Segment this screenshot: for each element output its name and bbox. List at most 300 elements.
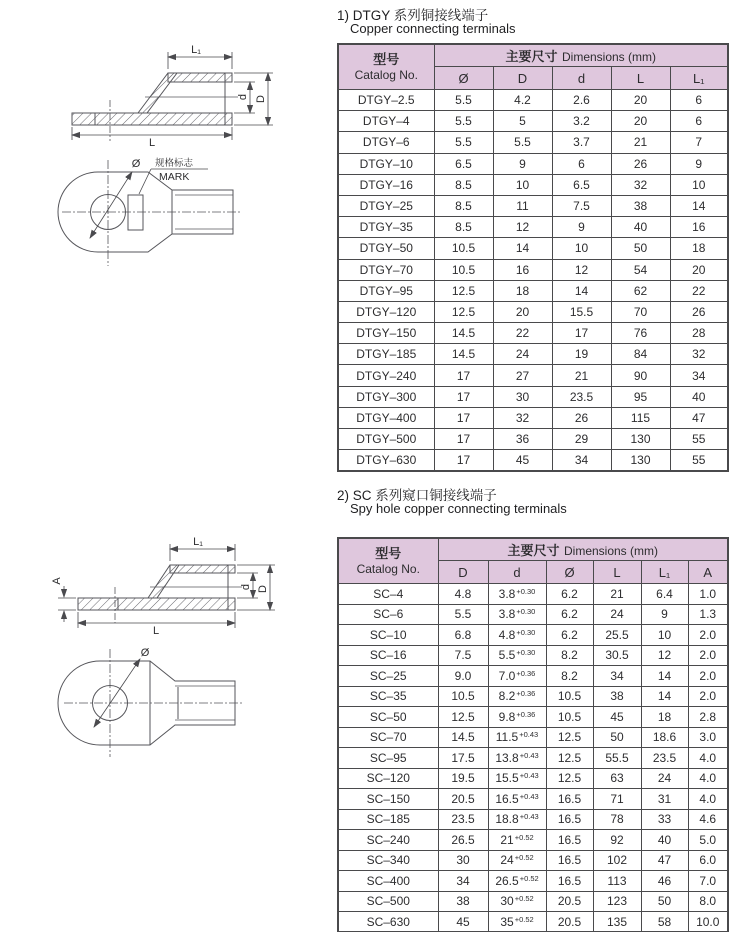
dim-value-cell: 24 bbox=[593, 604, 641, 625]
dim-value-cell: 6.0 bbox=[688, 850, 728, 871]
dim-value-cell: 6.2 bbox=[546, 584, 593, 605]
dim-value-cell: 45 bbox=[593, 707, 641, 728]
dim-value-cell: 14 bbox=[552, 280, 611, 301]
dim-value-cell: 6.5 bbox=[434, 153, 493, 174]
dim-value-cell: 2.0 bbox=[688, 645, 728, 666]
dim-value-cell: 12.5 bbox=[434, 280, 493, 301]
dim-value-cell: 62 bbox=[611, 280, 670, 301]
catalog-no-cell: DTGY–4 bbox=[338, 111, 434, 132]
dim-value-cell: 16 bbox=[493, 259, 552, 280]
dim-value-cell: 16.5 bbox=[546, 850, 593, 871]
mark-label-cn: 规格标志 bbox=[155, 158, 194, 169]
dim-value-cell: 30 bbox=[493, 386, 552, 407]
dim-value-cell: 19.5 bbox=[438, 768, 488, 789]
spec-row bbox=[338, 344, 728, 365]
dim-value-cell: 17.5 bbox=[438, 748, 488, 769]
dim-value-cell: 23.5 bbox=[641, 748, 688, 769]
catalog-no-cell: SC–240 bbox=[338, 830, 438, 851]
dim-value-cell: 113 bbox=[593, 871, 641, 892]
dim-value-cell: 17 bbox=[434, 429, 493, 450]
dim-value-cell: 6 bbox=[670, 90, 728, 111]
spec-row bbox=[338, 174, 728, 195]
dim-value-cell: 20 bbox=[611, 90, 670, 111]
dim-value-cell: 10 bbox=[641, 625, 688, 646]
dim-value-cell: $35^{+0.52}$ bbox=[488, 912, 546, 932]
catalog-no-cell: SC–6 bbox=[338, 604, 438, 625]
dim-value-cell: 115 bbox=[611, 407, 670, 428]
dim-column-header: L bbox=[593, 561, 641, 584]
dim-value-cell: 32 bbox=[493, 407, 552, 428]
dim-value-cell: 20 bbox=[611, 111, 670, 132]
dim-value-cell: 7.0 bbox=[688, 871, 728, 892]
diameter-leader bbox=[94, 659, 140, 727]
dim-value-cell: 130 bbox=[611, 450, 670, 471]
dim-value-cell: 50 bbox=[611, 238, 670, 259]
catalog-no-cell: DTGY–70 bbox=[338, 259, 434, 280]
dim-value-cell: 5.0 bbox=[688, 830, 728, 851]
spec-row bbox=[338, 407, 728, 428]
dim-value-cell: 5.5 bbox=[434, 111, 493, 132]
dim-value-cell: 14 bbox=[641, 686, 688, 707]
dim-column-header: L₁ bbox=[670, 67, 728, 90]
dim-value-cell: 10 bbox=[493, 174, 552, 195]
catalog-no-cell: DTGY–2.5 bbox=[338, 90, 434, 111]
dim-value-cell: 28 bbox=[670, 323, 728, 344]
dtgy-side-view bbox=[72, 73, 238, 125]
spec-row bbox=[338, 323, 728, 344]
dim-value-cell: 4.0 bbox=[688, 768, 728, 789]
catalog-no-cell: SC–50 bbox=[338, 707, 438, 728]
dim-column-header: L₁ bbox=[641, 561, 688, 584]
dim-value-cell: 50 bbox=[593, 727, 641, 748]
dim-value-cell: 22 bbox=[670, 280, 728, 301]
dim-value-cell: 84 bbox=[611, 344, 670, 365]
dim-value-cell: 16.5 bbox=[546, 809, 593, 830]
spec-row bbox=[338, 280, 728, 301]
spec-row bbox=[338, 912, 728, 932]
dim-value-cell: $11.5^{+0.43}$ bbox=[488, 727, 546, 748]
spec-row bbox=[338, 259, 728, 280]
spec-row bbox=[338, 830, 728, 851]
dim-value-cell: 7.5 bbox=[438, 645, 488, 666]
dim-value-cell: 16.5 bbox=[546, 789, 593, 810]
dim-value-cell: 20 bbox=[670, 259, 728, 280]
dim-value-cell: 17 bbox=[434, 365, 493, 386]
dimensions-header: 主要尺寸 Dimensions (mm) bbox=[434, 44, 728, 67]
dim-value-cell: 2.8 bbox=[688, 707, 728, 728]
dim-value-cell: 54 bbox=[611, 259, 670, 280]
dim-value-cell: 76 bbox=[611, 323, 670, 344]
dim-value-cell: 12 bbox=[493, 217, 552, 238]
spec-row bbox=[338, 625, 728, 646]
catalog-no-cell: DTGY–10 bbox=[338, 153, 434, 174]
catalog-no-cell: SC–120 bbox=[338, 768, 438, 789]
spec-row bbox=[338, 217, 728, 238]
dim-value-cell: 55 bbox=[670, 450, 728, 471]
dim-value-cell: $16.5^{+0.43}$ bbox=[488, 789, 546, 810]
dim-value-cell: 4.2 bbox=[493, 90, 552, 111]
catalog-no-cell: SC–630 bbox=[338, 912, 438, 932]
dim-value-cell: 14 bbox=[493, 238, 552, 259]
sc-side-view bbox=[78, 565, 242, 610]
catalog-no-header: 型号 Catalog No. bbox=[338, 538, 438, 584]
catalog-no-cell: SC–70 bbox=[338, 727, 438, 748]
dim-value-cell: 24 bbox=[493, 344, 552, 365]
catalog-no-cell: SC–95 bbox=[338, 748, 438, 769]
dim-value-cell: 92 bbox=[593, 830, 641, 851]
dim-value-cell: 9 bbox=[493, 153, 552, 174]
spec-row bbox=[338, 90, 728, 111]
dim-value-cell: 14 bbox=[641, 666, 688, 687]
dim-column-header: D bbox=[493, 67, 552, 90]
mark-label-en: MARK bbox=[159, 171, 190, 183]
dim-value-cell: 20.5 bbox=[438, 789, 488, 810]
dim-value-cell: 20.5 bbox=[546, 912, 593, 932]
dim-value-cell: 32 bbox=[670, 344, 728, 365]
dim-value-cell: 40 bbox=[670, 386, 728, 407]
dim-value-cell: 17 bbox=[434, 407, 493, 428]
dim-value-cell: 14.5 bbox=[438, 727, 488, 748]
dim-label-d: d bbox=[240, 583, 252, 591]
dim-value-cell: 19 bbox=[552, 344, 611, 365]
dim-value-cell: 90 bbox=[611, 365, 670, 386]
dim-value-cell: 45 bbox=[493, 450, 552, 471]
catalog-no-cell: SC–35 bbox=[338, 686, 438, 707]
spec-row bbox=[338, 132, 728, 153]
catalog-no-cell: DTGY–25 bbox=[338, 195, 434, 216]
dim-value-cell: 31 bbox=[641, 789, 688, 810]
dim-column-header: A bbox=[688, 561, 728, 584]
dim-value-cell: 16 bbox=[670, 217, 728, 238]
dim-value-cell: 12.5 bbox=[546, 727, 593, 748]
spec-row bbox=[338, 645, 728, 666]
spec-row bbox=[338, 301, 728, 322]
dim-value-cell: 34 bbox=[438, 871, 488, 892]
dim-label-D: D bbox=[257, 585, 269, 593]
dim-value-cell: $13.8^{+0.43}$ bbox=[488, 748, 546, 769]
dim-value-cell: $21^{+0.52}$ bbox=[488, 830, 546, 851]
dim-column-header: Ø bbox=[434, 67, 493, 90]
dim-value-cell: 7.5 bbox=[552, 195, 611, 216]
spec-row bbox=[338, 850, 728, 871]
dim-value-cell: 3.0 bbox=[688, 727, 728, 748]
dim-value-cell: 40 bbox=[611, 217, 670, 238]
dim-value-cell: 55 bbox=[670, 429, 728, 450]
dim-value-cell: 10 bbox=[670, 174, 728, 195]
spec-row bbox=[338, 727, 728, 748]
catalog-no-cell: DTGY–35 bbox=[338, 217, 434, 238]
dim-value-cell: 63 bbox=[593, 768, 641, 789]
dim-value-cell: 8.5 bbox=[434, 217, 493, 238]
catalog-no-cell: DTGY–630 bbox=[338, 450, 434, 471]
dim-value-cell: 46 bbox=[641, 871, 688, 892]
dim-value-cell: 8.2 bbox=[546, 666, 593, 687]
dim-value-cell: 12.5 bbox=[546, 768, 593, 789]
catalog-no-cell: DTGY–150 bbox=[338, 323, 434, 344]
dim-value-cell: $9.8^{+0.36}$ bbox=[488, 707, 546, 728]
dim-value-cell: 17 bbox=[434, 450, 493, 471]
catalog-no-cell: DTGY–500 bbox=[338, 429, 434, 450]
dim-value-cell: 78 bbox=[593, 809, 641, 830]
dim-value-cell: 130 bbox=[611, 429, 670, 450]
dim-value-cell: 6.4 bbox=[641, 584, 688, 605]
spec-row bbox=[338, 666, 728, 687]
dim-value-cell: 5 bbox=[493, 111, 552, 132]
dim-label-L: L bbox=[152, 625, 160, 637]
dim-value-cell: 12.5 bbox=[434, 301, 493, 322]
catalog-no-cell: DTGY–120 bbox=[338, 301, 434, 322]
spec-row bbox=[338, 768, 728, 789]
spec-row bbox=[338, 748, 728, 769]
dim-value-cell: 9 bbox=[670, 153, 728, 174]
dim-value-cell: 36 bbox=[493, 429, 552, 450]
dim-value-cell: 23.5 bbox=[438, 809, 488, 830]
dim-label-D: D bbox=[255, 95, 267, 103]
dim-value-cell: 70 bbox=[611, 301, 670, 322]
dim-value-cell: 14.5 bbox=[434, 323, 493, 344]
dim-value-cell: $15.5^{+0.43}$ bbox=[488, 768, 546, 789]
dim-value-cell: 2.0 bbox=[688, 686, 728, 707]
dim-value-cell: 33 bbox=[641, 809, 688, 830]
dim-value-cell: 20 bbox=[493, 301, 552, 322]
dim-value-cell: 24 bbox=[641, 768, 688, 789]
dim-column-header: L bbox=[611, 67, 670, 90]
section2-subtitle: Spy hole copper connecting terminals bbox=[350, 501, 567, 516]
section1-subtitle: Copper connecting terminals bbox=[350, 21, 516, 36]
dim-value-cell: 4.0 bbox=[688, 789, 728, 810]
dim-value-cell: 71 bbox=[593, 789, 641, 810]
spec-row bbox=[338, 429, 728, 450]
dim-value-cell: 10.0 bbox=[688, 912, 728, 932]
dim-label-L: L bbox=[148, 137, 156, 149]
dim-value-cell: 10.5 bbox=[434, 238, 493, 259]
dim-value-cell: 8.5 bbox=[434, 174, 493, 195]
dim-label-A: A bbox=[51, 577, 63, 585]
dim-value-cell: 5.5 bbox=[438, 604, 488, 625]
dim-value-cell: 2.6 bbox=[552, 90, 611, 111]
dim-value-cell: 4.6 bbox=[688, 809, 728, 830]
dim-value-cell: 16.5 bbox=[546, 871, 593, 892]
centerlines bbox=[64, 649, 244, 757]
spec-row bbox=[338, 238, 728, 259]
dim-value-cell: 21 bbox=[593, 584, 641, 605]
dim-value-cell: 21 bbox=[611, 132, 670, 153]
dim-value-cell: 32 bbox=[611, 174, 670, 195]
dim-value-cell: $18.8^{+0.43}$ bbox=[488, 809, 546, 830]
dim-value-cell: $24^{+0.52}$ bbox=[488, 850, 546, 871]
dim-value-cell: 4.0 bbox=[688, 748, 728, 769]
catalog-no-cell: SC–185 bbox=[338, 809, 438, 830]
spec-row bbox=[338, 871, 728, 892]
dim-value-cell: 18 bbox=[493, 280, 552, 301]
dim-value-cell: $30^{+0.52}$ bbox=[488, 891, 546, 912]
dim-value-cell: 12 bbox=[552, 259, 611, 280]
catalog-no-cell: SC–4 bbox=[338, 584, 438, 605]
dim-value-cell: 10 bbox=[552, 238, 611, 259]
dim-value-cell: 10.5 bbox=[434, 259, 493, 280]
dim-value-cell: 58 bbox=[641, 912, 688, 932]
dim-value-cell: 12.5 bbox=[546, 748, 593, 769]
catalog-no-cell: DTGY–300 bbox=[338, 386, 434, 407]
dim-value-cell: $3.8^{+0.30}$ bbox=[488, 604, 546, 625]
dim-value-cell: 50 bbox=[641, 891, 688, 912]
dim-value-cell: 9 bbox=[552, 217, 611, 238]
dim-value-cell: 18 bbox=[670, 238, 728, 259]
dim-value-cell: 10.5 bbox=[546, 686, 593, 707]
dim-value-cell: 18 bbox=[641, 707, 688, 728]
dim-value-cell: 4.8 bbox=[438, 584, 488, 605]
dim-value-cell: 55.5 bbox=[593, 748, 641, 769]
dim-value-cell: 8.5 bbox=[434, 195, 493, 216]
dim-value-cell: 22 bbox=[493, 323, 552, 344]
dim-value-cell: 10.5 bbox=[438, 686, 488, 707]
dim-value-cell: 18.6 bbox=[641, 727, 688, 748]
dim-value-cell: 25.5 bbox=[593, 625, 641, 646]
dim-value-cell: 29 bbox=[552, 429, 611, 450]
spec-row bbox=[338, 604, 728, 625]
dim-value-cell: 1.3 bbox=[688, 604, 728, 625]
spec-row bbox=[338, 789, 728, 810]
dim-value-cell: 26 bbox=[552, 407, 611, 428]
dim-value-cell: 14 bbox=[670, 195, 728, 216]
dim-value-cell: 102 bbox=[593, 850, 641, 871]
catalog-no-cell: SC–16 bbox=[338, 645, 438, 666]
dim-value-cell: 21 bbox=[552, 365, 611, 386]
catalog-no-cell: SC–150 bbox=[338, 789, 438, 810]
dim-value-cell: 6.8 bbox=[438, 625, 488, 646]
centerlines bbox=[62, 160, 242, 266]
spec-row bbox=[338, 450, 728, 471]
dim-value-cell: 2.0 bbox=[688, 666, 728, 687]
catalog-no-cell: DTGY–95 bbox=[338, 280, 434, 301]
dim-value-cell: 20.5 bbox=[546, 891, 593, 912]
spec-row bbox=[338, 809, 728, 830]
dim-value-cell: 6.5 bbox=[552, 174, 611, 195]
dim-value-cell: 30.5 bbox=[593, 645, 641, 666]
catalog-no-cell: DTGY–6 bbox=[338, 132, 434, 153]
dim-value-cell: $3.8^{+0.30}$ bbox=[488, 584, 546, 605]
dim-value-cell: 23.5 bbox=[552, 386, 611, 407]
catalog-no-cell: SC–500 bbox=[338, 891, 438, 912]
dim-column-header: Ø bbox=[546, 561, 593, 584]
dim-value-cell: 26 bbox=[611, 153, 670, 174]
dim-value-cell: 15.5 bbox=[552, 301, 611, 322]
dim-value-cell: $26.5^{+0.52}$ bbox=[488, 871, 546, 892]
dim-label-l1: L₁ bbox=[191, 44, 201, 56]
dim-value-cell: 5.5 bbox=[493, 132, 552, 153]
dim-value-cell: 12 bbox=[641, 645, 688, 666]
dim-value-cell: 38 bbox=[438, 891, 488, 912]
dim-value-cell: 17 bbox=[434, 386, 493, 407]
sc-technical-drawing bbox=[20, 535, 330, 785]
dim-value-cell: 30 bbox=[438, 850, 488, 871]
dim-value-cell: 26.5 bbox=[438, 830, 488, 851]
spec-row bbox=[338, 365, 728, 386]
dim-value-cell: $7.0^{+0.36}$ bbox=[488, 666, 546, 687]
catalog-no-cell: DTGY–400 bbox=[338, 407, 434, 428]
sc-spec-table bbox=[337, 537, 729, 932]
dim-value-cell: 3.7 bbox=[552, 132, 611, 153]
spec-row bbox=[338, 891, 728, 912]
catalog-no-cell: DTGY–185 bbox=[338, 344, 434, 365]
dim-value-cell: 12.5 bbox=[438, 707, 488, 728]
dim-value-cell: 38 bbox=[593, 686, 641, 707]
dim-value-cell: 5.5 bbox=[434, 90, 493, 111]
dim-value-cell: 45 bbox=[438, 912, 488, 932]
dim-value-cell: 40 bbox=[641, 830, 688, 851]
dim-value-cell: 6 bbox=[670, 111, 728, 132]
diameter-label: Ø bbox=[131, 158, 141, 170]
dim-value-cell: $5.5^{+0.30}$ bbox=[488, 645, 546, 666]
dim-value-cell: 8.0 bbox=[688, 891, 728, 912]
catalog-no-cell: SC–400 bbox=[338, 871, 438, 892]
dim-value-cell: $4.8^{+0.30}$ bbox=[488, 625, 546, 646]
dim-value-cell: 47 bbox=[641, 850, 688, 871]
section1-title: 1) DTGY 系列铜接线端子 bbox=[337, 8, 489, 23]
spec-row bbox=[338, 686, 728, 707]
catalog-no-cell: SC–10 bbox=[338, 625, 438, 646]
dim-value-cell: 2.0 bbox=[688, 625, 728, 646]
dim-value-cell: 95 bbox=[611, 386, 670, 407]
dim-value-cell: 34 bbox=[552, 450, 611, 471]
dim-value-cell: 14.5 bbox=[434, 344, 493, 365]
dim-value-cell: 9.0 bbox=[438, 666, 488, 687]
spec-row bbox=[338, 386, 728, 407]
dim-value-cell: $8.2^{+0.36}$ bbox=[488, 686, 546, 707]
dim-value-cell: 9 bbox=[641, 604, 688, 625]
dim-value-cell: 6 bbox=[552, 153, 611, 174]
catalog-no-header: 型号 Catalog No. bbox=[338, 44, 434, 90]
dim-value-cell: 34 bbox=[670, 365, 728, 386]
dim-column-header: D bbox=[438, 561, 488, 584]
dim-value-cell: 47 bbox=[670, 407, 728, 428]
dim-column-header: d bbox=[488, 561, 546, 584]
dtgy-technical-drawing bbox=[20, 40, 330, 290]
diameter-label: Ø bbox=[140, 647, 150, 659]
catalog-no-cell: SC–340 bbox=[338, 850, 438, 871]
dim-value-cell: 6.2 bbox=[546, 625, 593, 646]
dim-value-cell: 7 bbox=[670, 132, 728, 153]
dim-value-cell: 11 bbox=[493, 195, 552, 216]
dim-value-cell: 17 bbox=[552, 323, 611, 344]
dim-value-cell: 6.2 bbox=[546, 604, 593, 625]
dimensions-header: 主要尺寸 Dimensions (mm) bbox=[438, 538, 728, 561]
dim-label-l1: L₁ bbox=[193, 536, 203, 548]
dim-value-cell: 135 bbox=[593, 912, 641, 932]
dim-value-cell: 1.0 bbox=[688, 584, 728, 605]
catalog-no-cell: SC–25 bbox=[338, 666, 438, 687]
spec-row bbox=[338, 195, 728, 216]
catalog-no-cell: DTGY–50 bbox=[338, 238, 434, 259]
dtgy-spec-table bbox=[337, 43, 729, 472]
catalog-no-cell: DTGY–240 bbox=[338, 365, 434, 386]
section2-title: 2) SC 系列窥口铜接线端子 bbox=[337, 488, 497, 503]
spec-row bbox=[338, 153, 728, 174]
dim-value-cell: 123 bbox=[593, 891, 641, 912]
catalog-no-cell: DTGY–16 bbox=[338, 174, 434, 195]
dim-value-cell: 26 bbox=[670, 301, 728, 322]
dim-value-cell: 10.5 bbox=[546, 707, 593, 728]
dim-value-cell: 27 bbox=[493, 365, 552, 386]
dim-value-cell: 5.5 bbox=[434, 132, 493, 153]
spec-row bbox=[338, 707, 728, 728]
dim-label-d: d bbox=[237, 93, 249, 101]
dim-value-cell: 34 bbox=[593, 666, 641, 687]
spec-row bbox=[338, 111, 728, 132]
dim-value-cell: 8.2 bbox=[546, 645, 593, 666]
dim-column-header: d bbox=[552, 67, 611, 90]
dim-value-cell: 3.2 bbox=[552, 111, 611, 132]
